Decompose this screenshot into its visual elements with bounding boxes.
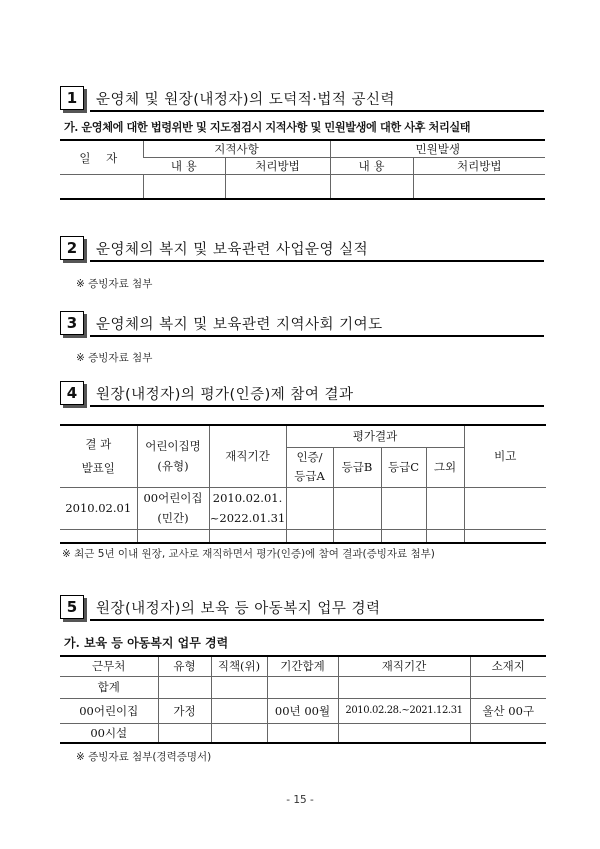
section-number: 4	[60, 381, 84, 405]
table-row	[60, 487, 546, 529]
table-row	[60, 698, 546, 723]
cell	[211, 723, 267, 743]
cell	[470, 676, 546, 698]
row-daycare: 00어린이집 (민간)	[137, 487, 209, 529]
header-content: 내 용	[143, 158, 225, 175]
section-5-subtitle: 가. 보육 등 아동복지 업무 경력	[64, 636, 229, 650]
section-title: 원장(내정자)의 평가(인증)제 참여 결과	[96, 387, 354, 403]
header-position: 직책(위)	[211, 656, 267, 676]
section-number: 2	[60, 236, 84, 260]
header-date: 일 자	[60, 140, 143, 175]
header-total-period: 기간합계	[267, 656, 338, 676]
section-rule	[90, 110, 544, 112]
section-number: 5	[60, 595, 84, 619]
section-4-note: ※ 최근 5년 이내 원장, 교사로 재직하면서 평가(인증)에 참여 결과(증빙자료 첨부)	[62, 548, 435, 560]
section-title: 운영체의 복지 및 보육관련 사업운영 실적	[96, 242, 369, 258]
section-1-heading	[60, 86, 544, 112]
cell	[338, 676, 470, 698]
header-workplace: 근무처	[60, 656, 158, 676]
section-5-note: ※ 증빙자료 첨부(경력증명서)	[76, 751, 212, 763]
page-number: - 15 -	[286, 794, 314, 806]
section-3-heading	[60, 311, 544, 337]
evaluation-table	[60, 424, 546, 544]
header-other: 그외	[426, 447, 464, 487]
cell	[267, 676, 338, 698]
section-title: 원장(내정자)의 보육 등 아동복지 업무 경력	[96, 601, 381, 617]
section-5-heading	[60, 595, 544, 621]
cell: 00년 00월	[267, 698, 338, 723]
header-complaint: 민원발생	[330, 140, 545, 158]
section-title: 운영체 및 원장(내정자)의 도덕적·법적 공신력	[96, 92, 395, 108]
section-rule	[90, 335, 544, 337]
section-number: 1	[60, 86, 84, 110]
table-row	[60, 676, 546, 698]
cell	[470, 723, 546, 743]
row-date: 2010.02.01	[60, 487, 137, 529]
cell	[158, 723, 211, 743]
section-title: 운영체의 복지 및 보육관련 지역사회 기여도	[96, 317, 383, 333]
header-eval: 평가결과	[286, 425, 464, 447]
header-tenure: 재직기간	[338, 656, 470, 676]
cell	[338, 723, 470, 743]
header-daycare: 어린이집명 (유형)	[137, 425, 209, 487]
section-1-subtitle: 가. 운영체에 대한 법령위반 및 지도점검시 지적사항 및 민원발생에 대한 사후 처리실태	[64, 120, 471, 134]
section-3-note: ※ 증빙자료 첨부	[76, 352, 153, 364]
header-grade-b: 등급B	[333, 447, 381, 487]
section-rule	[90, 405, 544, 407]
header-handling: 처리방법	[225, 158, 330, 175]
section-4-heading	[60, 381, 544, 407]
header-violation: 지적사항	[143, 140, 330, 158]
header-location: 소재지	[470, 656, 546, 676]
cell: 00시설	[60, 723, 158, 743]
career-table	[60, 655, 546, 744]
cell: 울산 00구	[470, 698, 546, 723]
cell	[158, 676, 211, 698]
header-grade-c: 등급C	[381, 447, 426, 487]
table-row	[60, 529, 546, 543]
cell	[211, 676, 267, 698]
cell	[211, 698, 267, 723]
row-tenure: 2010.02.01. ~2022.01.31	[209, 487, 286, 529]
header-handling: 처리방법	[413, 158, 545, 175]
section-2-note: ※ 증빙자료 첨부	[76, 278, 153, 290]
header-content: 내 용	[330, 158, 413, 175]
table-row	[60, 723, 546, 743]
header-result-date: 결 과 발표일	[60, 425, 137, 487]
cell: 00어린이집	[60, 698, 158, 723]
section-rule	[90, 260, 544, 262]
section-rule	[90, 619, 544, 621]
violation-table	[60, 139, 545, 200]
header-grade-a: 인증/ 등급A	[286, 447, 333, 487]
header-tenure: 재직기간	[209, 425, 286, 487]
cell: 합계	[60, 676, 158, 698]
cell: 2010.02.28.~2021.12.31	[338, 698, 470, 723]
cell: 가정	[158, 698, 211, 723]
header-remark: 비고	[464, 425, 546, 487]
header-type: 유형	[158, 656, 211, 676]
table-row	[60, 175, 545, 199]
section-2-heading	[60, 236, 544, 262]
section-number: 3	[60, 311, 84, 335]
cell	[267, 723, 338, 743]
